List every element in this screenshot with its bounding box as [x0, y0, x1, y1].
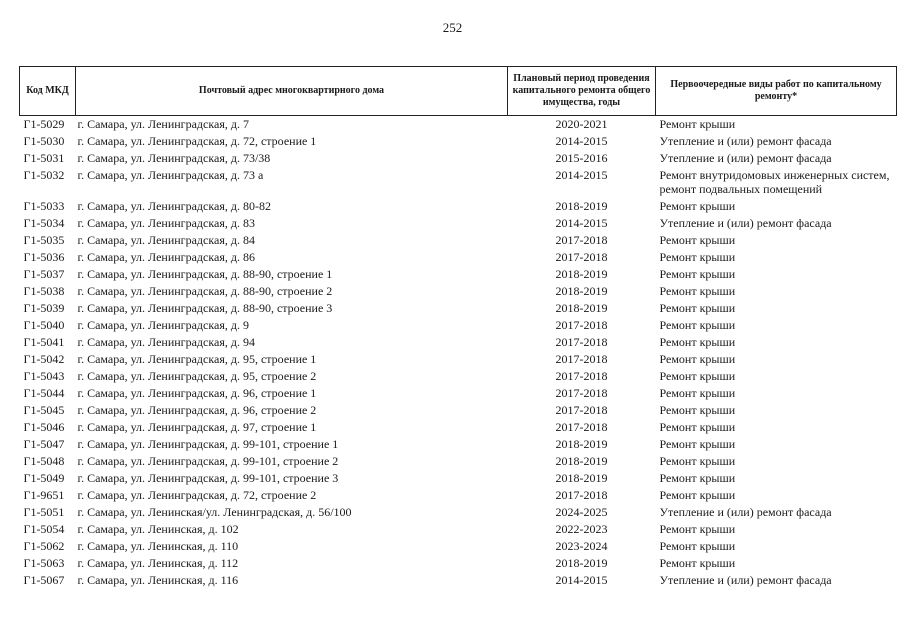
cell-period: 2017-2018 [555, 233, 608, 247]
table-row [20, 215, 897, 232]
table-row [20, 334, 897, 351]
table-row [20, 266, 897, 283]
cell-code: Г1-5032 [23, 168, 65, 182]
cell-address: г. Самара, ул. Ленинградская, д. 96, строение 1 [77, 386, 317, 400]
cell-address: г. Самара, ул. Ленинградская, д. 73/38 [77, 151, 271, 165]
cell-code: Г1-5062 [23, 539, 65, 553]
cell-address: г. Самара, ул. Ленинградская, д. 72, строение 2 [77, 488, 317, 502]
cell-works: Утепление и (или) ремонт фасада [659, 134, 832, 148]
cell-code: Г1-5033 [23, 199, 65, 213]
cell-works: Ремонт крыши [659, 556, 736, 570]
cell-code: Г1-5048 [23, 454, 65, 468]
cell-code: Г1-5054 [23, 522, 65, 536]
cell-address: г. Самара, ул. Ленинградская, д. 99-101, строение 2 [77, 454, 339, 468]
cell-code: Г1-5067 [23, 573, 65, 587]
cell-code: Г1-5030 [23, 134, 65, 148]
cell-works: Ремонт крыши [659, 267, 736, 281]
cell-works: Утепление и (или) ремонт фасада [659, 151, 832, 165]
header-works: Первоочередные виды работ по капитальному ремонту* [656, 67, 897, 116]
table-row [20, 453, 897, 470]
cell-works: Ремонт крыши [659, 403, 736, 417]
table-row [20, 116, 897, 134]
cell-code: Г1-5038 [23, 284, 65, 298]
cell-period: 2024-2025 [555, 505, 608, 519]
cell-period: 2017-2018 [555, 335, 608, 349]
cell-period: 2023-2024 [555, 539, 608, 553]
cell-code: Г1-5034 [23, 216, 65, 230]
cell-code: Г1-5039 [23, 301, 65, 315]
table-row [20, 504, 897, 521]
cell-period: 2017-2018 [555, 369, 608, 383]
cell-address: г. Самара, ул. Ленинградская, д. 94 [77, 335, 255, 349]
cell-works: Ремонт крыши [659, 250, 736, 264]
cell-period: 2018-2019 [555, 437, 608, 451]
cell-period: 2014-2015 [555, 573, 608, 587]
cell-code: Г1-5036 [23, 250, 65, 264]
cell-address: г. Самара, ул. Ленинградская, д. 9 [77, 318, 249, 332]
cell-address: г. Самара, ул. Ленинградская, д. 88-90, строение 2 [77, 284, 333, 298]
cell-address: г. Самара, ул. Ленинградская, д. 73 а [77, 168, 264, 182]
cell-period: 2017-2018 [555, 403, 608, 417]
cell-code: Г1-9651 [23, 488, 65, 502]
cell-works: Ремонт крыши [659, 199, 736, 213]
cell-works: Ремонт крыши [659, 284, 736, 298]
cell-period: 2018-2019 [555, 556, 608, 570]
cell-works: Ремонт крыши [659, 301, 736, 315]
cell-address: г. Самара, ул. Ленинская, д. 102 [77, 522, 239, 536]
cell-works: Утепление и (или) ремонт фасада [659, 216, 832, 230]
cell-period: 2014-2015 [555, 216, 608, 230]
cell-period: 2017-2018 [555, 386, 608, 400]
cell-period: 2018-2019 [555, 454, 608, 468]
cell-code: Г1-5045 [23, 403, 65, 417]
table-row [20, 538, 897, 555]
table-header-row [20, 67, 897, 116]
capital-repair-table [19, 66, 897, 589]
cell-period: 2017-2018 [555, 488, 608, 502]
cell-address: г. Самара, ул. Ленинградская, д. 99-101, строение 3 [77, 471, 339, 485]
page-number: 252 [442, 20, 463, 35]
cell-works: Утепление и (или) ремонт фасада [659, 573, 832, 587]
table-row [20, 555, 897, 572]
cell-works: Ремонт крыши [659, 522, 736, 536]
cell-period: 2017-2018 [555, 420, 608, 434]
cell-address: г. Самара, ул. Ленинградская, д. 86 [77, 250, 255, 264]
cell-address: г. Самара, ул. Ленинградская, д. 97, строение 1 [77, 420, 317, 434]
table-row [20, 198, 897, 215]
cell-period: 2017-2018 [555, 352, 608, 366]
cell-period: 2017-2018 [555, 318, 608, 332]
cell-address: г. Самара, ул. Ленинградская, д. 80-82 [77, 199, 271, 213]
cell-works: Ремонт крыши [659, 488, 736, 502]
cell-period: 2018-2019 [555, 301, 608, 315]
table-row [20, 487, 897, 504]
cell-period: 2018-2019 [555, 267, 608, 281]
cell-works: Ремонт крыши [659, 369, 736, 383]
cell-address: г. Самара, ул. Ленинградская, д. 96, строение 2 [77, 403, 317, 417]
cell-period: 2014-2015 [555, 168, 608, 182]
table-row [20, 572, 897, 589]
table-row [20, 232, 897, 249]
table-row [20, 521, 897, 538]
cell-address: г. Самара, ул. Ленинградская, д. 83 [77, 216, 255, 230]
cell-code: Г1-5051 [23, 505, 65, 519]
cell-period: 2022-2023 [555, 522, 608, 536]
table-row [20, 133, 897, 150]
cell-works: Ремонт внутридомовых инженерных систем, ремонт подвальных помещений [659, 168, 890, 196]
cell-address: г. Самара, ул. Ленинская, д. 112 [77, 556, 239, 570]
table-row [20, 150, 897, 167]
header-code: Код МКД [20, 67, 76, 116]
cell-code: Г1-5040 [23, 318, 65, 332]
cell-address: г. Самара, ул. Ленинградская, д. 72, строение 1 [77, 134, 317, 148]
cell-code: Г1-5063 [23, 556, 65, 570]
cell-code: Г1-5044 [23, 386, 65, 400]
cell-works: Ремонт крыши [659, 352, 736, 366]
cell-works: Ремонт крыши [659, 117, 736, 131]
cell-period: 2015-2016 [555, 151, 608, 165]
table-row [20, 368, 897, 385]
table-row [20, 249, 897, 266]
cell-code: Г1-5046 [23, 420, 65, 434]
cell-works: Утепление и (или) ремонт фасада [659, 505, 832, 519]
table-row [20, 419, 897, 436]
cell-period: 2018-2019 [555, 471, 608, 485]
cell-address: г. Самара, ул. Ленинская, д. 116 [77, 573, 239, 587]
table-row [20, 300, 897, 317]
cell-code: Г1-5035 [23, 233, 65, 247]
table-row [20, 283, 897, 300]
cell-works: Ремонт крыши [659, 471, 736, 485]
header-period: Плановый период проведения капитального ремонта общего имущества, годы [508, 67, 656, 116]
cell-address: г. Самара, ул. Ленинская, д. 110 [77, 539, 239, 553]
cell-code: Г1-5037 [23, 267, 65, 281]
cell-works: Ремонт крыши [659, 318, 736, 332]
cell-code: Г1-5042 [23, 352, 65, 366]
cell-period: 2014-2015 [555, 134, 608, 148]
cell-works: Ремонт крыши [659, 454, 736, 468]
table-row [20, 470, 897, 487]
cell-address: г. Самара, ул. Ленинская/ул. Ленинградская, д. 56/100 [77, 505, 352, 519]
cell-code: Г1-5049 [23, 471, 65, 485]
cell-period: 2020-2021 [555, 117, 608, 131]
cell-code: Г1-5031 [23, 151, 65, 165]
table-body [20, 116, 897, 590]
cell-works: Ремонт крыши [659, 437, 736, 451]
cell-period: 2018-2019 [555, 199, 608, 213]
cell-code: Г1-5043 [23, 369, 65, 383]
table-row [20, 436, 897, 453]
table-row [20, 402, 897, 419]
cell-address: г. Самара, ул. Ленинградская, д. 95, строение 1 [77, 352, 317, 366]
cell-address: г. Самара, ул. Ленинградская, д. 7 [77, 117, 249, 131]
cell-address: г. Самара, ул. Ленинградская, д. 84 [77, 233, 255, 247]
table-row [20, 317, 897, 334]
cell-code: Г1-5041 [23, 335, 65, 349]
cell-works: Ремонт крыши [659, 420, 736, 434]
cell-works: Ремонт крыши [659, 335, 736, 349]
cell-address: г. Самара, ул. Ленинградская, д. 99-101, строение 1 [77, 437, 339, 451]
cell-period: 2017-2018 [555, 250, 608, 264]
cell-works: Ремонт крыши [659, 539, 736, 553]
cell-address: г. Самара, ул. Ленинградская, д. 88-90, строение 3 [77, 301, 333, 315]
cell-period: 2018-2019 [555, 284, 608, 298]
cell-code: Г1-5047 [23, 437, 65, 451]
table-row [20, 167, 897, 198]
cell-works: Ремонт крыши [659, 386, 736, 400]
table-row [20, 351, 897, 368]
header-address: Почтовый адрес многоквартирного дома [76, 67, 508, 116]
table-row [20, 385, 897, 402]
cell-address: г. Самара, ул. Ленинградская, д. 95, строение 2 [77, 369, 317, 383]
cell-address: г. Самара, ул. Ленинградская, д. 88-90, строение 1 [77, 267, 333, 281]
cell-code: Г1-5029 [23, 117, 65, 131]
cell-works: Ремонт крыши [659, 233, 736, 247]
